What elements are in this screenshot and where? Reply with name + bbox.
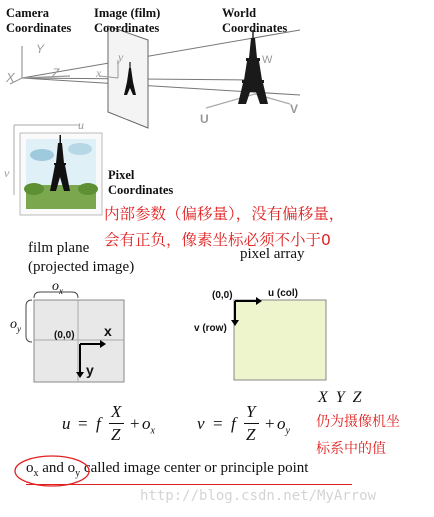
axis-x-label: x bbox=[96, 66, 102, 80]
oy-o: o bbox=[10, 317, 17, 332]
u-offset bbox=[142, 414, 155, 436]
v-var: v bbox=[197, 414, 205, 433]
ox-sub: x bbox=[59, 285, 63, 296]
caption-rest: called image center or principle point bbox=[80, 460, 309, 476]
axis-y-label: y bbox=[118, 50, 124, 64]
v-fraction-bar bbox=[244, 423, 259, 424]
u-denominator: Z bbox=[111, 425, 121, 444]
v-numerator: Y bbox=[246, 402, 256, 421]
world-coordinates-label: World Coordinates bbox=[222, 6, 288, 35]
axis-Z-label: Z bbox=[52, 66, 60, 80]
camera-frame-note-line1: 仍为摄像机坐 bbox=[316, 414, 400, 430]
u-equals: = bbox=[78, 414, 88, 433]
image-coordinates-label: Image (film) Coordinates bbox=[94, 6, 161, 35]
axis-W-label: W bbox=[262, 54, 273, 66]
camera-frame-note-line2: 标系中的值 bbox=[316, 441, 386, 457]
pixel-array-title: pixel array bbox=[240, 246, 305, 262]
u-f: f bbox=[96, 414, 101, 433]
camera-coordinates-label: Camera Coordinates bbox=[6, 6, 72, 35]
pixel-array-diagram bbox=[230, 294, 340, 384]
oy-label bbox=[10, 317, 21, 334]
watermark: http://blog.csdn.net/MyArrow bbox=[140, 488, 377, 504]
oy-sub: y bbox=[17, 323, 21, 334]
pixel-coordinates-label: Pixel Coordinates bbox=[108, 168, 174, 197]
caption-underline bbox=[26, 484, 352, 485]
v-denominator: Z bbox=[246, 425, 256, 444]
eiffel-tower-icon bbox=[238, 30, 268, 104]
axis-U-label: U bbox=[200, 112, 209, 126]
v-f: f bbox=[231, 414, 236, 433]
u-fraction-bar bbox=[109, 423, 124, 424]
caption-o2-sub: y bbox=[75, 468, 81, 479]
pixel-origin-label: (0,0) bbox=[212, 290, 233, 301]
u-plus: + bbox=[130, 414, 140, 433]
v-o: o bbox=[277, 414, 286, 433]
u-numerator: X bbox=[111, 402, 122, 421]
film-plane-title bbox=[28, 239, 134, 277]
ox-o: o bbox=[52, 279, 59, 294]
v-plus: + bbox=[265, 414, 275, 433]
film-x-axis-label: x bbox=[104, 323, 112, 339]
u-o-sub: x bbox=[150, 425, 155, 437]
xyz-label: X Y Z bbox=[318, 389, 362, 406]
pixel-v-label: v bbox=[4, 166, 10, 180]
offset-annotation-line2: 会有正负，像素坐标必须不小于0 bbox=[104, 231, 331, 249]
axis-Y-label: Y bbox=[36, 42, 45, 56]
v-o-sub: y bbox=[285, 425, 290, 437]
v-equals: = bbox=[213, 414, 223, 433]
pixel-u-col-label: u (col) bbox=[268, 288, 298, 299]
caption-and: and bbox=[38, 460, 68, 476]
caption-o1-sub: x bbox=[33, 468, 39, 479]
v-offset bbox=[277, 414, 290, 436]
pixel-u-label: u bbox=[78, 118, 84, 132]
axis-V-label: V bbox=[290, 102, 299, 116]
film-plane-title-line1: film plane bbox=[28, 240, 90, 256]
caption-o2: o bbox=[67, 460, 76, 476]
offset-annotation-line1: 内部参数（偏移量），没有偏移量， bbox=[104, 205, 345, 223]
ox-label bbox=[52, 279, 63, 296]
film-y-axis-label: y bbox=[86, 362, 94, 378]
axis-X-label: X bbox=[6, 70, 15, 85]
u-o: o bbox=[142, 414, 151, 433]
film-origin-label: (0,0) bbox=[54, 330, 75, 341]
caption-o1: o bbox=[26, 460, 34, 476]
u-var: u bbox=[62, 414, 71, 433]
pixel-image-picture bbox=[0, 115, 110, 220]
film-plane-title-line2: (projected image) bbox=[28, 259, 135, 275]
pixel-v-row-label: v (row) bbox=[194, 323, 227, 334]
